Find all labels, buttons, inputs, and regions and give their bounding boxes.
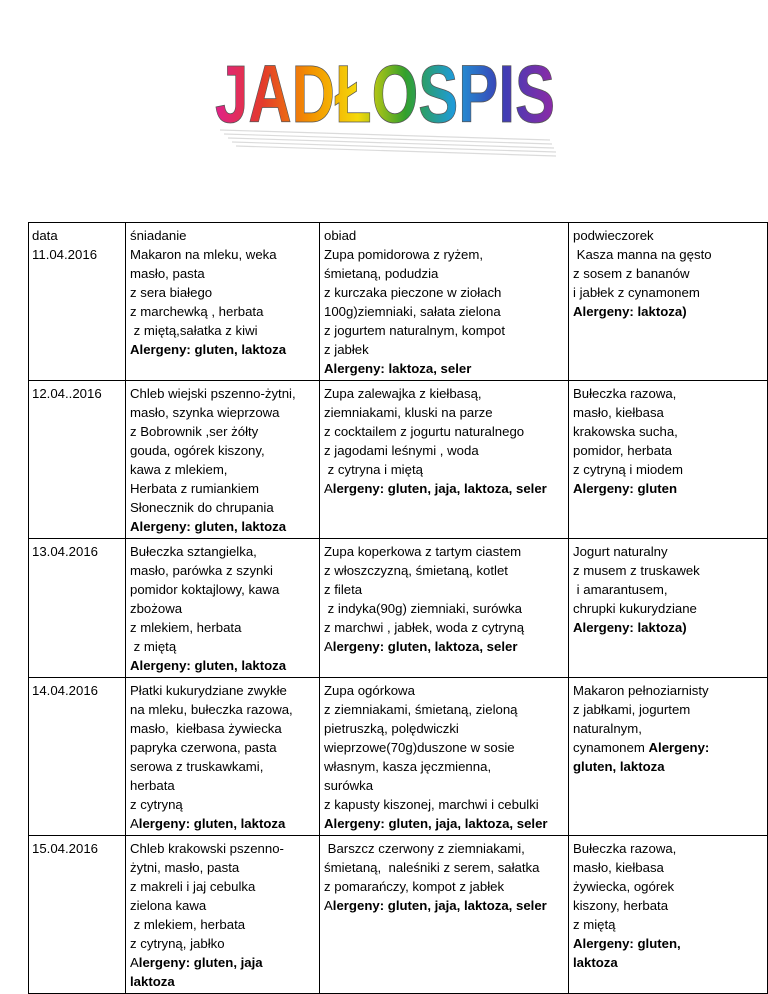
breakfast-cell (126, 678, 320, 836)
menu-line: herbata (130, 778, 175, 793)
lunch-allergens (324, 637, 564, 656)
menu-line: kiszony, herbata (573, 898, 669, 913)
date-header: data (32, 228, 58, 243)
table-row (29, 678, 768, 836)
menu-line: z włoszczyzną, śmietaną, kotlet (324, 563, 508, 578)
snack-lines (573, 384, 763, 479)
lunch-lines (324, 245, 564, 359)
date-cell (29, 836, 126, 994)
menu-line: z jagodami leśnymi , woda (324, 443, 479, 458)
header-row (29, 223, 768, 381)
menu-line: z miętą,sałatka z kiwi (130, 323, 258, 338)
menu-line: z mlekiem, herbata (130, 917, 246, 932)
breakfast-allergens-initial: A (130, 955, 139, 970)
menu-line: chrupki kukurydziane (573, 601, 697, 616)
breakfast-allergens: Alergeny: gluten, laktoza (130, 342, 287, 357)
menu-line: z sosem z bananów (573, 266, 690, 281)
menu-line: na mleku, bułeczka razowa, (130, 702, 293, 717)
snack-lines (573, 681, 763, 738)
menu-line: Chleb krakowski pszenno- (130, 841, 284, 856)
menu-line: Bułeczka razowa, (573, 841, 677, 856)
menu-line: własnym, kasza jęczmienna, (324, 759, 492, 774)
table-row (29, 381, 768, 539)
snack-lines (573, 839, 763, 934)
menu-line: z sera białego (130, 285, 213, 300)
breakfast-allergens-cont: laktoza (130, 974, 175, 989)
menu-line: papryka czerwona, pasta (130, 740, 277, 755)
date-value: 12.04..2016 (32, 386, 102, 401)
menu-line: Zupa pomidorowa z ryżem, (324, 247, 484, 262)
menu-line: krakowska sucha, (573, 424, 678, 439)
date-cell (29, 223, 126, 381)
menu-line: pomidor koktajlowy, kawa (130, 582, 280, 597)
menu-line: z Bobrownik ,ser żółty (130, 424, 259, 439)
snack-cell (569, 539, 768, 678)
breakfast-lines (130, 245, 315, 340)
menu-line: surówka (324, 778, 374, 793)
lunch-allergens-rest: lergeny: gluten, laktoza, seler (332, 639, 518, 654)
menu-line: z cytryną, jabłko (130, 936, 225, 951)
lunch-cell (320, 381, 569, 539)
menu-line: śmietaną, podudzia (324, 266, 439, 281)
lunch-allergens-rest: lergeny: gluten, jaja, laktoza, seler (332, 898, 547, 913)
menu-line: i amarantusem, (573, 582, 668, 597)
breakfast-lines (130, 839, 315, 953)
lunch-allergens-rest: lergeny: gluten, jaja, laktoza, seler (332, 481, 547, 496)
menu-table-body (29, 223, 768, 994)
snack-cell (569, 223, 768, 381)
menu-line: Bułeczka sztangielka, (130, 544, 257, 559)
lunch-lines (324, 681, 564, 814)
menu-line: naturalnym, (573, 721, 642, 736)
lunch-allergens: Alergeny: laktoza, seler (324, 361, 472, 376)
snack-allergens: Alergeny: laktoza) (573, 304, 687, 319)
lunch-allergens: Alergeny: gluten, jaja, laktoza, seler (324, 816, 548, 831)
title-wordart (200, 22, 570, 172)
menu-line: masło, kiełbasa żywiecka (130, 721, 282, 736)
date-cell (29, 539, 126, 678)
title-text: JADŁOSPIS (215, 49, 555, 140)
menu-line: pietruszką, polędwiczki (324, 721, 459, 736)
lunch-allergens-initial: A (324, 898, 333, 913)
snack-lines (573, 542, 763, 618)
table-row (29, 539, 768, 678)
menu-line: Chleb wiejski pszenno-żytni, (130, 386, 296, 401)
menu-line: masło, kiełbasa (573, 405, 664, 420)
menu-line: Herbata z rumiankiem (130, 481, 259, 496)
menu-line: Płatki kukurydziane zwykłe (130, 683, 287, 698)
menu-line: Makaron na mleku, weka (130, 247, 277, 262)
menu-line: żytni, masło, pasta (130, 860, 240, 875)
snack-mixed-plain: cynamonem (573, 740, 649, 755)
breakfast-allergens: Alergeny: gluten, laktoza (130, 519, 287, 534)
menu-line: kawa z mlekiem, (130, 462, 228, 477)
menu-line: Jogurt naturalny (573, 544, 668, 559)
lunch-allergens-initial: A (324, 481, 333, 496)
date-cell (29, 678, 126, 836)
menu-line: z pomarańczy, kompot z jabłek (324, 879, 505, 894)
snack-cell (569, 678, 768, 836)
snack-allergens: Alergeny: laktoza) (573, 620, 687, 635)
title-wordart-graphic (200, 22, 570, 172)
menu-line: z miętą (130, 639, 177, 654)
menu-line: śmietaną, naleśniki z serem, sałatka (324, 860, 540, 875)
breakfast-lines (130, 384, 315, 517)
menu-line: ziemniakami, kluski na parze (324, 405, 493, 420)
breakfast-lines (130, 681, 315, 814)
breakfast-allergens: Alergeny: gluten, laktoza (130, 658, 287, 673)
menu-line: serowa z truskawkami, (130, 759, 264, 774)
menu-line: zielona kawa (130, 898, 207, 913)
menu-line: żywiecka, ogórek (573, 879, 675, 894)
breakfast-cell (126, 539, 320, 678)
date-value: 13.04.2016 (32, 544, 99, 559)
breakfast-lines (130, 542, 315, 656)
menu-line: wieprzowe(70g)duszone w sosie (324, 740, 515, 755)
lunch-cell (320, 678, 569, 836)
snack-allergens-cont: laktoza (573, 955, 618, 970)
snack-cell (569, 836, 768, 994)
menu-line: z cytryną (130, 797, 183, 812)
lunch-allergens (324, 479, 564, 498)
menu-line: masło, kiełbasa (573, 860, 664, 875)
breakfast-allergens-rest: lergeny: gluten, laktoza (138, 816, 286, 831)
menu-line: masło, pasta (130, 266, 205, 281)
menu-line: z jabłek (324, 342, 369, 357)
lunch-lines (324, 542, 564, 637)
breakfast-cell (126, 223, 320, 381)
menu-line: z indyka(90g) ziemniaki, surówka (324, 601, 522, 616)
lunch-allergens-initial: A (324, 639, 333, 654)
breakfast-cell (126, 836, 320, 994)
menu-line: masło, szynka wieprzowa (130, 405, 280, 420)
date-value: 11.04.2016 (32, 247, 98, 262)
snack-allergens: Alergeny: gluten, (573, 936, 681, 951)
menu-line: gouda, ogórek kiszony, (130, 443, 265, 458)
menu-line: zbożowa (130, 601, 183, 616)
menu-line: z kurczaka pieczone w ziołach (324, 285, 502, 300)
menu-line: z miętą (573, 917, 616, 932)
menu-line: z jogurtem naturalnym, kompot (324, 323, 506, 338)
menu-line: z musem z truskawek (573, 563, 700, 578)
breakfast-allergens (130, 953, 315, 972)
menu-line: z cytryną i miodem (573, 462, 683, 477)
menu-line: Zupa koperkowa z tartym ciastem (324, 544, 522, 559)
menu-line: pomidor, herbata (573, 443, 672, 458)
breakfast-cell (126, 381, 320, 539)
table-row (29, 836, 768, 994)
lunch-cell (320, 539, 569, 678)
menu-line: Makaron pełnoziarnisty (573, 683, 709, 698)
menu-line: Słonecznik do chrupania (130, 500, 274, 515)
snack-lines (573, 245, 763, 302)
menu-line: z marchwi , jabłek, woda z cytryną (324, 620, 525, 635)
breakfast-allergens-initial: A (130, 816, 139, 831)
menu-line: Zupa ogórkowa (324, 683, 415, 698)
menu-line: Zupa zalewajka z kiełbasą, (324, 386, 482, 401)
date-value: 15.04.2016 (32, 841, 99, 856)
menu-line: Barszcz czerwony z ziemniakami, (324, 841, 525, 856)
menu-line: z cocktailem z jogurtu naturalnego (324, 424, 525, 439)
lunch-lines (324, 384, 564, 479)
menu-line: z jabłkami, jogurtem (573, 702, 691, 717)
menu-line: z cytryna i miętą (324, 462, 423, 477)
breakfast-header: śniadanie (130, 228, 187, 243)
menu-line: z mlekiem, herbata (130, 620, 242, 635)
lunch-header: obiad (324, 228, 357, 243)
date-cell (29, 381, 126, 539)
menu-line: z fileta (324, 582, 363, 597)
lunch-cell (320, 836, 569, 994)
menu-line: Bułeczka razowa, (573, 386, 677, 401)
menu-table (28, 222, 768, 994)
lunch-allergens (324, 896, 564, 915)
snack-allergens: gluten, laktoza (573, 759, 665, 774)
snack-mixed-line (573, 738, 763, 757)
menu-line: z kapusty kiszonej, marchwi i cebulki (324, 797, 539, 812)
lunch-cell (320, 223, 569, 381)
menu-line: i jabłek z cynamonem (573, 285, 700, 300)
menu-line: z makreli i jaj cebulka (130, 879, 256, 894)
snack-mixed-bold: Alergeny: (648, 740, 710, 755)
menu-line: z ziemniakami, śmietaną, zieloną (324, 702, 518, 717)
snack-cell (569, 381, 768, 539)
lunch-lines (324, 839, 564, 896)
menu-line: 100g)ziemniaki, sałata zielona (324, 304, 501, 319)
date-value: 14.04.2016 (32, 683, 99, 698)
menu-line: z marchewką , herbata (130, 304, 264, 319)
snack-allergens: Alergeny: gluten (573, 481, 678, 496)
menu-line: masło, parówka z szynki (130, 563, 273, 578)
breakfast-allergens (130, 814, 315, 833)
breakfast-allergens-rest: lergeny: gluten, jaja (138, 955, 263, 970)
snack-header: podwieczorek (573, 228, 654, 243)
menu-line: Kasza manna na gęsto (573, 247, 712, 262)
